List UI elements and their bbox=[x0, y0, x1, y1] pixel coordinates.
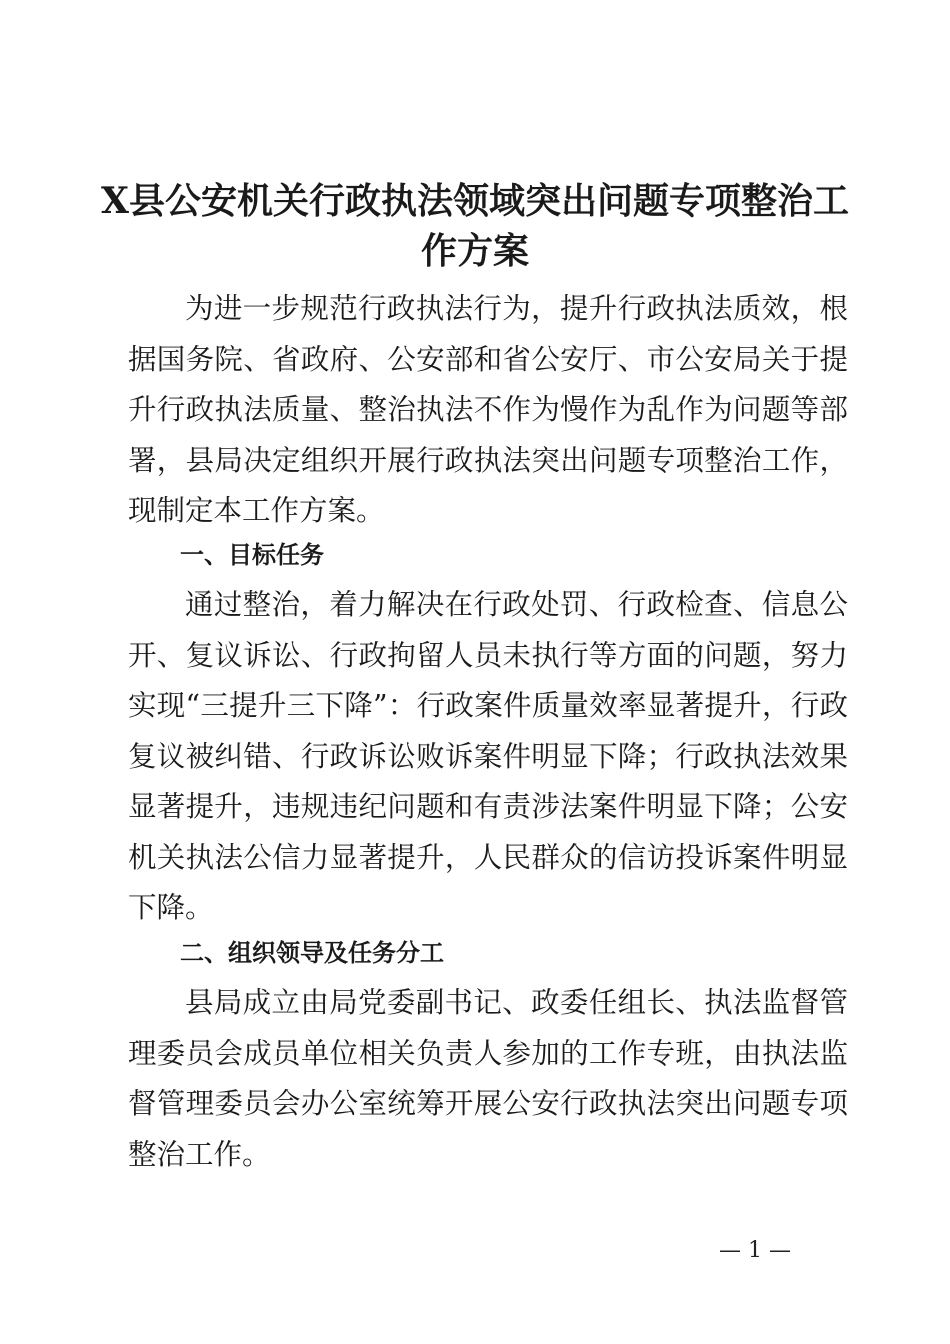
page-number: — 1 — bbox=[719, 1238, 791, 1263]
document-title: X县公安机关行政执法领域突出问题专项整治工作方案 bbox=[101, 180, 849, 272]
section-heading-goals: 一、目标任务 bbox=[180, 541, 324, 569]
organization-paragraph: 县局成立由局党委副书记、政委任组长、执法监督管理委员会成员单位相关负责人参加的工作专班，由执法监督管理委员会办公室统筹开展公安行政执法突出问题专项整治工作。 bbox=[128, 986, 848, 1171]
intro-paragraph: 为进一步规范行政执法行为，提升行政执法质效，根据国务院、省政府、公安部和省公安厅、市公安局关于提升行政执法质量、整治执法不作为慢作为乱作为问题等部署，县局决定组织开展行政执法突出问题专项整治工作，现制定本工作方案。 bbox=[128, 292, 848, 527]
section-heading-organization: 二、组织领导及任务分工 bbox=[180, 939, 444, 967]
goals-paragraph: 通过整治，着力解决在行政处罚、行政检查、信息公开、复议诉讼、行政拘留人员未执行等方面的问题，努力实现“三提升三下降”：行政案件质量效率显著提升，行政复议被纠错、行政诉讼败诉案件明显下降；行政执法效果显著提升，违规违纪问题和有责涉法案件明显下降；公安机关执法公信力显著提升，人民群众的信访投诉案件明显下降。 bbox=[128, 588, 848, 924]
